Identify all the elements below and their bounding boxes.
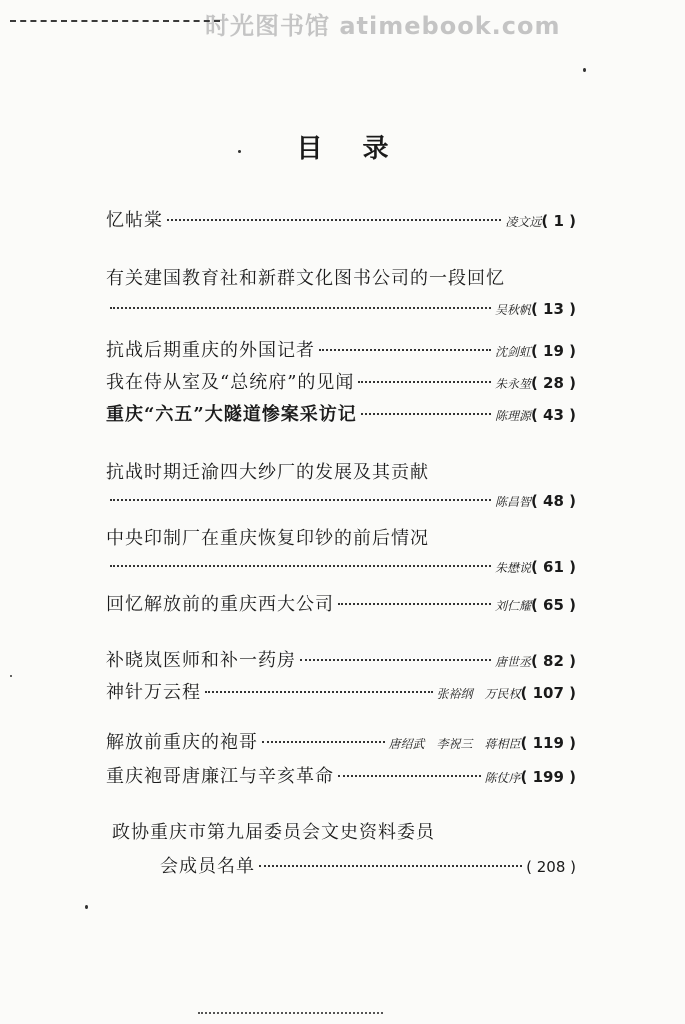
toc-entry[interactable] <box>106 368 576 396</box>
toc-entry-author: 朱永堃 <box>494 377 531 391</box>
dot-leader <box>205 691 433 693</box>
toc-entry-title: 解放前重庆的袍哥 <box>106 732 258 753</box>
toc-entry[interactable] <box>160 852 576 880</box>
toc-entry-page: ( 208 ) <box>526 858 576 876</box>
toc-entry-page: ( 65 ) <box>530 596 576 614</box>
toc-entry-author: 沈剑虹 <box>494 345 531 359</box>
toc-entry[interactable] <box>106 646 576 674</box>
toc-entry-page: ( 199 ) <box>520 768 576 786</box>
toc-entry-author: 凌文远 <box>505 215 542 229</box>
toc-entry-title[interactable]: 中央印制厂在重庆恢复印钞的前后情况 <box>106 528 429 549</box>
toc-entry-title: 抗战后期重庆的外国记者 <box>106 340 315 361</box>
toc-entry-title-continued: 会成员名单 <box>160 856 255 877</box>
scan-speck <box>85 905 88 909</box>
toc-entry-title: 重庆袍哥唐廉江与辛亥革命 <box>106 766 334 787</box>
bottom-dotted-rule <box>198 1012 383 1014</box>
toc-entry-author: 唐绍武 李祝三 蒋相臣 <box>388 737 521 751</box>
toc-entry-author: 唐世丞 <box>494 655 531 669</box>
toc-entry[interactable] <box>106 492 576 520</box>
toc-entry-title: 补晓岚医师和补一药房 <box>106 650 296 671</box>
toc-entry[interactable] <box>106 558 576 586</box>
toc-entry-page: ( 119 ) <box>520 734 576 752</box>
watermark: 时光图书馆 atimebook.com <box>205 12 561 40</box>
dot-leader <box>319 349 491 351</box>
toc-entry[interactable] <box>106 400 576 428</box>
toc-entry-page: ( 107 ) <box>520 684 576 702</box>
toc-entry[interactable] <box>106 206 576 234</box>
dot-leader <box>167 219 501 221</box>
toc-entry-title[interactable]: 政协重庆市第九届委员会文史资料委员 <box>112 822 435 843</box>
toc-entry-author: 陈理源 <box>494 409 531 423</box>
toc-entry-author: 陈仗序 <box>484 771 521 785</box>
dot-leader <box>338 603 491 605</box>
toc-entry-page: ( 13 ) <box>530 300 576 318</box>
dot-leader <box>358 381 491 383</box>
dot-leader <box>110 499 491 501</box>
toc-entry[interactable] <box>106 762 576 790</box>
toc-entry-page: ( 43 ) <box>530 406 576 424</box>
toc-entry-title: 神针万云程 <box>106 682 201 703</box>
toc-entry-page: ( 61 ) <box>530 558 576 576</box>
toc-entry-page: ( 1 ) <box>541 212 576 230</box>
toc-entry[interactable] <box>106 336 576 364</box>
toc-entry-author: 陈昌智 <box>494 495 531 509</box>
toc-entry-page: ( 82 ) <box>530 652 576 670</box>
top-dashed-rule <box>10 20 220 22</box>
toc-entry-title[interactable]: 有关建国教育社和新群文化图书公司的一段回忆 <box>106 268 505 289</box>
toc-entry-author: 吴秋帆 <box>494 303 531 317</box>
toc-entry-author: 朱懋说 <box>494 561 531 575</box>
scan-speck <box>238 150 241 153</box>
toc-entry-page: ( 28 ) <box>530 374 576 392</box>
toc-entry-title[interactable]: 抗战时期迁渝四大纱厂的发展及其贡献 <box>106 462 429 483</box>
toc-entry-title: 重庆“六五”大隧道惨案采访记 <box>106 404 357 425</box>
dot-leader <box>110 565 491 567</box>
toc-entry[interactable] <box>106 590 576 618</box>
dot-leader <box>361 413 491 415</box>
page-title: 目录 <box>296 134 429 164</box>
toc-entry[interactable] <box>106 300 576 328</box>
toc-entry-author: 刘仁耀 <box>494 599 531 613</box>
toc-entry-author: 张裕纲 万民权 <box>436 687 521 701</box>
toc-entry-title: 我在侍从室及“总统府”的见闻 <box>106 372 355 393</box>
scan-speck <box>583 68 586 72</box>
toc-entry-page: ( 19 ) <box>530 342 576 360</box>
scan-speck <box>10 675 12 677</box>
dot-leader <box>338 775 481 777</box>
dot-leader <box>262 741 385 743</box>
toc-entry-title: 忆帖棠 <box>106 210 163 231</box>
dot-leader <box>110 307 491 309</box>
toc-entry[interactable] <box>106 728 576 756</box>
toc-entry[interactable] <box>106 678 576 706</box>
dot-leader <box>300 659 491 661</box>
toc-entry-title: 回忆解放前的重庆西大公司 <box>106 594 334 615</box>
dot-leader <box>259 865 522 867</box>
toc-entry-page: ( 48 ) <box>530 492 576 510</box>
